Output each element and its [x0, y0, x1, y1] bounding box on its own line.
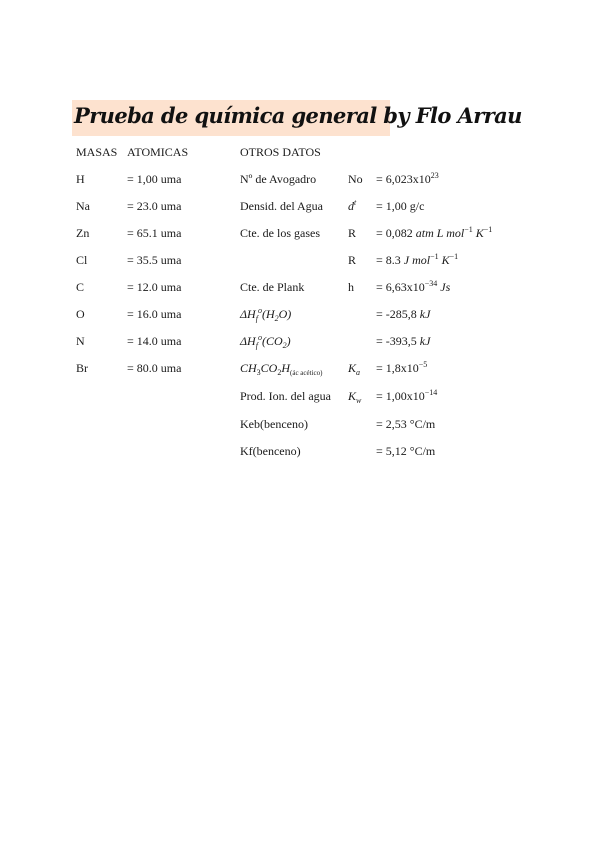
keb-label: Keb(benceno) — [240, 417, 308, 431]
kw-label: Prod. Ion. del agua — [240, 389, 331, 403]
keb-value: = 2,53 °C/m — [376, 417, 436, 431]
planck-label: Cte. de Plank — [240, 280, 305, 294]
mass-zn: = 65.1 uma — [127, 226, 182, 240]
density-symbol: $d^t$ — [348, 198, 357, 213]
header-atomicas: ATOMICAS — [127, 145, 189, 159]
avogadro-value: = $6,023x10^{23}$ — [376, 171, 439, 186]
gas-constant-value-1: = 0,082 atm L mol$^{-1}$ $K^{-1}$ — [376, 225, 493, 240]
element-br: Br — [76, 361, 88, 375]
planck-value: = $6,63x10^{-34}$ Js — [376, 279, 451, 294]
planck-symbol: h — [348, 280, 354, 294]
gas-constant-label: Cte. de los gases — [240, 226, 320, 240]
acetic-acid-symbol: $K_a$ — [348, 361, 361, 377]
acetic-acid-label: $CH_3CO_2H_{(ác acético)}$ — [240, 361, 323, 377]
density-label: Densid. del Agua — [240, 199, 323, 213]
mass-cl: = 35.5 uma — [127, 253, 182, 267]
mass-o: = 16.0 uma — [127, 307, 182, 321]
header-otros-datos: OTROS DATOS — [240, 145, 321, 159]
element-h: H — [76, 172, 85, 186]
mass-br: = 80.0 uma — [127, 361, 182, 375]
avogadro-symbol: No — [348, 172, 363, 186]
avogadro-label: Nº de Avogadro — [240, 172, 317, 186]
gas-constant-symbol: R — [348, 226, 357, 240]
mass-na: = 23.0 uma — [127, 199, 182, 213]
element-n: N — [76, 334, 85, 348]
kw-value: = $1,00x10^{-14}$ — [376, 388, 438, 403]
mass-n: = 14.0 uma — [127, 334, 182, 348]
enthalpy-h2o-value: = -285,8 kJ — [376, 307, 431, 321]
mass-c: = 12.0 uma — [127, 280, 182, 294]
header-masas: MASAS — [76, 145, 118, 159]
kf-label: Kf(benceno) — [240, 444, 301, 458]
kw-symbol: $K_w$ — [348, 389, 362, 405]
gas-constant-symbol-2: R — [348, 253, 357, 267]
page-title: Prueba de química general by Flo Arrau — [74, 103, 522, 128]
enthalpy-co2-value: = -393,5 kJ — [376, 334, 431, 348]
enthalpy-co2-label: $\Delta H_f^o(CO_2)$ — [240, 333, 291, 350]
density-value: = 1,00 g/c — [376, 199, 425, 213]
element-cl: Cl — [76, 253, 88, 267]
acetic-acid-value: = $1,8x10^{-5}$ — [376, 360, 428, 375]
enthalpy-h2o-label: $\Delta H_f^o(H_2O)$ — [240, 306, 292, 323]
gas-constant-value-2: = 8.3 J mol$^{-1}$ $K^{-1}$ — [376, 252, 459, 267]
element-o: O — [76, 307, 85, 321]
element-na: Na — [76, 199, 90, 213]
element-zn: Zn — [76, 226, 90, 240]
element-c: C — [76, 280, 85, 294]
mass-h: = 1,00 uma — [127, 172, 182, 186]
kf-value: = 5,12 °C/m — [376, 444, 436, 458]
